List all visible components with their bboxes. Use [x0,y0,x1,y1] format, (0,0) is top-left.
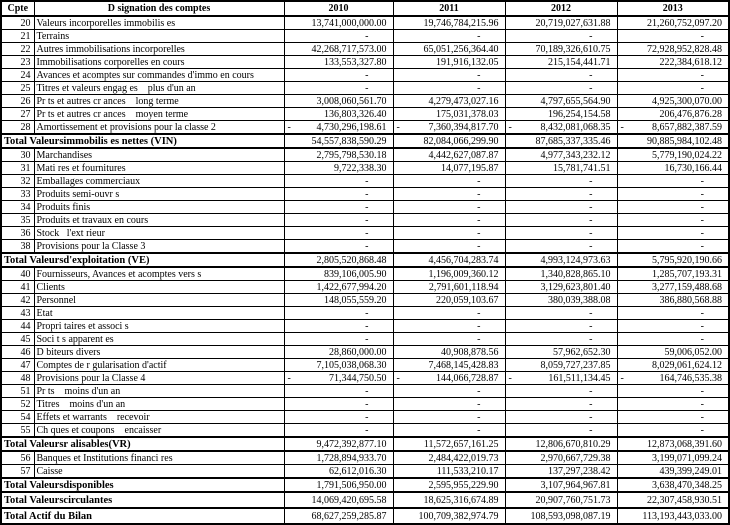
value-cell-2013: 16,730,166.44 [617,162,729,175]
minus-sign: - [620,372,624,384]
value-cell-2011: 4,456,704,283.74 [393,253,505,267]
value-cell-2010: 2,795,798,530.18 [284,148,393,162]
header-row [1,1,729,16]
value-cell-2013: - [617,333,729,346]
value-cell-2010: - [284,307,393,320]
account-number-cell: 45 [1,333,34,346]
table-row [1,82,729,95]
account-number-cell: 40 [1,267,34,281]
value-cell-2012: 20,907,760,751.73 [505,492,617,508]
account-number-cell: 55 [1,424,34,438]
value-cell-2012: - [505,333,617,346]
account-number-cell: 41 [1,281,34,294]
value-cell-2010: - [284,320,393,333]
value-cell-2012: 3,107,964,967.81 [505,478,617,492]
account-number-cell: 48 [1,372,34,385]
account-number-cell: 20 [1,16,34,30]
value-cell-2012: 3,129,623,801.40 [505,281,617,294]
value-cell-2010: - [284,398,393,411]
header-designation: D signation des comptes [34,1,284,16]
designation-cell: Etat [34,307,284,320]
designation-cell: Titres moins d'un an [34,398,284,411]
total-label: Total Valeursd'exploitation (VE) [1,253,284,267]
account-number-cell: 27 [1,108,34,121]
value-cell-2010: - [284,188,393,201]
value-cell-2011: 220,059,103.67 [393,294,505,307]
account-number-cell: 51 [1,385,34,398]
value-cell-2012: - [505,227,617,240]
value-cell-2011 [393,121,505,135]
table-row [1,385,729,398]
value-cell-2012: - [505,30,617,43]
table-row [1,16,729,30]
account-number-cell: 46 [1,346,34,359]
value-cell-2012: 380,039,388.08 [505,294,617,307]
value-cell-2010: - [284,69,393,82]
value-cell-2013: - [617,82,729,95]
value-cell-2010: 3,008,060,561.70 [284,95,393,108]
value-cell-2013: 3,277,159,488.68 [617,281,729,294]
total-row [1,508,729,524]
value-cell-2012 [505,372,617,385]
value-cell-2011: - [393,69,505,82]
value-cell-2013: 5,795,920,190.66 [617,253,729,267]
value-cell-2012: 196,254,154.58 [505,108,617,121]
value-cell-2013: - [617,214,729,227]
value-cell-2013: 12,873,068,391.60 [617,437,729,451]
designation-cell: Soci t s apparent es [34,333,284,346]
account-number-cell: 22 [1,43,34,56]
account-number-cell: 54 [1,411,34,424]
value-cell-2012: - [505,214,617,227]
account-number-cell: 28 [1,121,34,135]
designation-cell: Titres et valeurs engag es plus d'un an [34,82,284,95]
value-cell-2011: 7,468,145,428.83 [393,359,505,372]
minus-sign: - [508,121,512,133]
value-cell-2010: - [284,214,393,227]
value-cell-2011: 2,484,422,019.73 [393,451,505,465]
value-cell-2012: - [505,175,617,188]
value-cell-2013: - [617,411,729,424]
amount-value: 7,360,394,817.70 [428,121,499,133]
total-label: Total Valeurscirculantes [1,492,284,508]
value-cell-2010: 1,728,894,933.70 [284,451,393,465]
designation-cell: D biteurs divers [34,346,284,359]
value-cell-2013: - [617,240,729,254]
account-number-cell: 57 [1,465,34,479]
table-row [1,175,729,188]
value-cell-2012: - [505,82,617,95]
value-cell-2011: 40,908,878.56 [393,346,505,359]
value-cell-2010: - [284,82,393,95]
value-cell-2011: - [393,227,505,240]
value-cell-2013: 90,885,984,102.48 [617,134,729,148]
value-cell-2012: 20,719,027,631.88 [505,16,617,30]
value-cell-2010: 148,055,559.20 [284,294,393,307]
value-cell-2010: - [284,411,393,424]
value-cell-2010: 62,612,016.30 [284,465,393,479]
value-cell-2010: - [284,424,393,438]
header-year-2010: 2010 [284,1,393,16]
table-row [1,108,729,121]
header-cpte: Cpte [1,1,34,16]
value-cell-2011: - [393,188,505,201]
value-cell-2013: 386,880,568.88 [617,294,729,307]
amount-value: 8,657,882,387.59 [652,121,722,133]
value-cell-2010: 14,069,420,695.58 [284,492,393,508]
designation-cell: Propri taires et associ s [34,320,284,333]
table-row [1,451,729,465]
value-cell-2010: - [284,227,393,240]
total-row [1,253,729,267]
account-number-cell: 25 [1,82,34,95]
value-cell-2010: - [284,240,393,254]
minus-sign: - [287,372,291,384]
table-row [1,56,729,69]
value-cell-2011: 19,746,784,215.96 [393,16,505,30]
value-cell-2011: - [393,398,505,411]
account-number-cell: 44 [1,320,34,333]
amount-value: 164,746,535.38 [659,372,722,384]
account-number-cell: 42 [1,294,34,307]
designation-cell: Banques et Institutions financi res [34,451,284,465]
value-cell-2011: 18,625,316,674.89 [393,492,505,508]
designation-cell: Produits semi-ouvr s [34,188,284,201]
designation-cell: Ch ques et coupons encaisser [34,424,284,438]
table-row [1,240,729,254]
table-row [1,69,729,82]
value-cell-2010: 68,627,259,285.87 [284,508,393,524]
amount-value: 161,511,134.45 [548,372,611,384]
table-row [1,267,729,281]
value-cell-2013: 8,029,061,624.12 [617,359,729,372]
value-cell-2013: 206,476,876.28 [617,108,729,121]
value-cell-2012: - [505,240,617,254]
minus-sign: - [620,121,624,133]
value-cell-2012 [505,121,617,135]
value-cell-2010: 13,741,000,000.00 [284,16,393,30]
table-row [1,320,729,333]
value-cell-2010: - [284,333,393,346]
table-row [1,214,729,227]
value-cell-2011: 100,709,382,974.79 [393,508,505,524]
designation-cell: Comptes de r gularisation d'actif [34,359,284,372]
table-row [1,346,729,359]
designation-cell: Effets et warrants recevoir [34,411,284,424]
value-cell-2013: 4,925,300,070.00 [617,95,729,108]
value-cell-2012: - [505,411,617,424]
account-number-cell: 26 [1,95,34,108]
value-cell-2012: 12,806,670,810.29 [505,437,617,451]
value-cell-2011: 14,077,195.87 [393,162,505,175]
value-cell-2012: 4,993,124,973.63 [505,253,617,267]
value-cell-2010: 133,553,327.80 [284,56,393,69]
amount-value: 8,432,081,068.35 [540,121,611,133]
value-cell-2011: - [393,82,505,95]
table-row [1,227,729,240]
value-cell-2012: 57,962,652.30 [505,346,617,359]
value-cell-2012: 108,593,098,087.19 [505,508,617,524]
total-label: Total Valeursdisponibles [1,478,284,492]
value-cell-2013: - [617,424,729,438]
header-year-2012: 2012 [505,1,617,16]
value-cell-2012: 215,154,441.71 [505,56,617,69]
value-cell-2010: 1,422,677,994.20 [284,281,393,294]
value-cell-2012: - [505,398,617,411]
minus-sign: - [396,121,400,133]
designation-cell: Emballages commerciaux [34,175,284,188]
table-row [1,281,729,294]
value-cell-2013: - [617,188,729,201]
total-label: Total Actif du Bilan [1,508,284,524]
value-cell-2012: - [505,385,617,398]
value-cell-2010: 7,105,038,068.30 [284,359,393,372]
value-cell-2011: 65,051,256,364.40 [393,43,505,56]
table-row [1,294,729,307]
designation-cell: Personnel [34,294,284,307]
table-row [1,411,729,424]
value-cell-2010 [284,372,393,385]
value-cell-2011: - [393,385,505,398]
value-cell-2012: - [505,320,617,333]
account-number-cell: 52 [1,398,34,411]
total-row [1,437,729,451]
account-number-cell: 24 [1,69,34,82]
value-cell-2013: 21,260,752,097.20 [617,16,729,30]
account-number-cell: 43 [1,307,34,320]
value-cell-2013: 59,006,052.00 [617,346,729,359]
table-row [1,333,729,346]
value-cell-2010: - [284,385,393,398]
designation-cell: Avances et acomptes sur commandes d'immo en cours [34,69,284,82]
value-cell-2011: - [393,214,505,227]
designation-cell: Mati res et fournitures [34,162,284,175]
minus-sign: - [508,372,512,384]
value-cell-2013: 113,193,443,033.00 [617,508,729,524]
account-number-cell: 56 [1,451,34,465]
value-cell-2012: - [505,424,617,438]
designation-cell: Provisions pour la Classe 4 [34,372,284,385]
total-row [1,478,729,492]
value-cell-2013 [617,372,729,385]
header-year-2011: 2011 [393,1,505,16]
value-cell-2013: - [617,175,729,188]
table-row [1,398,729,411]
amount-value: 144,066,728.87 [436,372,499,384]
value-cell-2013: 439,399,249.01 [617,465,729,479]
value-cell-2013: - [617,30,729,43]
value-cell-2013: - [617,227,729,240]
table-row [1,30,729,43]
value-cell-2011: 2,595,955,229.90 [393,478,505,492]
table-row [1,43,729,56]
designation-cell: Produits et travaux en cours [34,214,284,227]
minus-sign: - [396,372,400,384]
designation-cell: Pr ts et autres cr ances long terme [34,95,284,108]
designation-cell: Amortissement et provisions pour la classe 2 [34,121,284,135]
value-cell-2013: - [617,201,729,214]
designation-cell: Autres immobilisations incorporelles [34,43,284,56]
amount-value: 71,344,750.50 [329,372,387,384]
value-cell-2013 [617,121,729,135]
designation-cell: Fournisseurs, Avances et acomptes vers s [34,267,284,281]
value-cell-2010: 136,803,326.40 [284,108,393,121]
value-cell-2011: 82,084,066,299.90 [393,134,505,148]
account-number-cell: 32 [1,175,34,188]
value-cell-2011: 191,916,132.05 [393,56,505,69]
table-row [1,424,729,438]
table-row [1,359,729,372]
account-number-cell: 47 [1,359,34,372]
value-cell-2013: 22,307,458,930.51 [617,492,729,508]
designation-cell: Provisions pour la Classe 3 [34,240,284,254]
value-cell-2010: - [284,201,393,214]
account-number-cell: 30 [1,148,34,162]
designation-cell: Immobilisations corporelles en cours [34,56,284,69]
value-cell-2011: 4,442,627,087.87 [393,148,505,162]
designation-cell: Valeurs incorporelles immobilis es [34,16,284,30]
value-cell-2010: - [284,175,393,188]
value-cell-2010: 9,472,392,877.10 [284,437,393,451]
value-cell-2013: 5,779,190,024.22 [617,148,729,162]
designation-cell: Terrains [34,30,284,43]
value-cell-2011 [393,372,505,385]
value-cell-2011: - [393,201,505,214]
table-row [1,465,729,479]
table-row [1,148,729,162]
amount-value: 4,730,296,198.61 [316,121,387,133]
value-cell-2012: 1,340,828,865.10 [505,267,617,281]
total-row [1,134,729,148]
designation-cell: Stock l'ext rieur [34,227,284,240]
value-cell-2012: 87,685,337,335.46 [505,134,617,148]
value-cell-2011: - [393,175,505,188]
value-cell-2013: 1,285,707,193.31 [617,267,729,281]
value-cell-2012: 8,059,727,237.85 [505,359,617,372]
minus-sign: - [287,121,291,133]
value-cell-2010 [284,121,393,135]
designation-cell: Produits finis [34,201,284,214]
total-label: Total Valeursimmobilis es nettes (VIN) [1,134,284,148]
table-row [1,95,729,108]
value-cell-2012: 15,781,741.51 [505,162,617,175]
value-cell-2011: 2,791,601,118.94 [393,281,505,294]
designation-cell: Caisse [34,465,284,479]
value-cell-2011: 1,196,009,360.12 [393,267,505,281]
value-cell-2011: - [393,424,505,438]
value-cell-2010: 1,791,506,950.00 [284,478,393,492]
value-cell-2010: 2,805,520,868.48 [284,253,393,267]
value-cell-2011: - [393,240,505,254]
table-row [1,372,729,385]
account-number-cell: 21 [1,30,34,43]
value-cell-2011: - [393,333,505,346]
value-cell-2013: - [617,398,729,411]
value-cell-2013: - [617,69,729,82]
designation-cell: Pr ts moins d'un an [34,385,284,398]
table-row [1,307,729,320]
value-cell-2011: - [393,30,505,43]
account-number-cell: 36 [1,227,34,240]
table-body [1,16,729,524]
value-cell-2013: - [617,320,729,333]
value-cell-2011: 4,279,473,027.16 [393,95,505,108]
value-cell-2011: - [393,320,505,333]
table-row [1,188,729,201]
total-label: Total Valeursr alisables(VR) [1,437,284,451]
value-cell-2010: 839,106,005.90 [284,267,393,281]
value-cell-2010: 28,860,000.00 [284,346,393,359]
value-cell-2013: - [617,385,729,398]
designation-cell: Clients [34,281,284,294]
table-row [1,201,729,214]
table-row [1,121,729,135]
designation-cell: Marchandises [34,148,284,162]
value-cell-2013: 3,638,470,348.25 [617,478,729,492]
account-number-cell: 34 [1,201,34,214]
account-number-cell: 23 [1,56,34,69]
value-cell-2012: 2,970,667,729.38 [505,451,617,465]
value-cell-2010: 54,557,838,590.29 [284,134,393,148]
value-cell-2010: - [284,30,393,43]
value-cell-2011: 11,572,657,161.25 [393,437,505,451]
value-cell-2013: 222,384,618.12 [617,56,729,69]
value-cell-2012: 4,977,343,232.12 [505,148,617,162]
value-cell-2012: - [505,188,617,201]
value-cell-2012: - [505,201,617,214]
value-cell-2012: - [505,307,617,320]
value-cell-2011: - [393,411,505,424]
value-cell-2013: - [617,307,729,320]
account-number-cell: 31 [1,162,34,175]
designation-cell: Pr ts et autres cr ances moyen terme [34,108,284,121]
value-cell-2012: 137,297,238.42 [505,465,617,479]
account-number-cell: 35 [1,214,34,227]
value-cell-2013: 3,199,071,099.24 [617,451,729,465]
value-cell-2012: - [505,69,617,82]
value-cell-2012: 70,189,326,610.75 [505,43,617,56]
value-cell-2011: - [393,307,505,320]
value-cell-2013: 72,928,952,828.48 [617,43,729,56]
account-number-cell: 38 [1,240,34,254]
header-year-2013: 2013 [617,1,729,16]
total-row [1,492,729,508]
value-cell-2011: 175,031,378.03 [393,108,505,121]
value-cell-2012: 4,797,655,564.90 [505,95,617,108]
table-row [1,162,729,175]
value-cell-2011: 111,533,210.17 [393,465,505,479]
account-number-cell: 33 [1,188,34,201]
value-cell-2010: 9,722,338.30 [284,162,393,175]
value-cell-2010: 42,268,717,573.00 [284,43,393,56]
